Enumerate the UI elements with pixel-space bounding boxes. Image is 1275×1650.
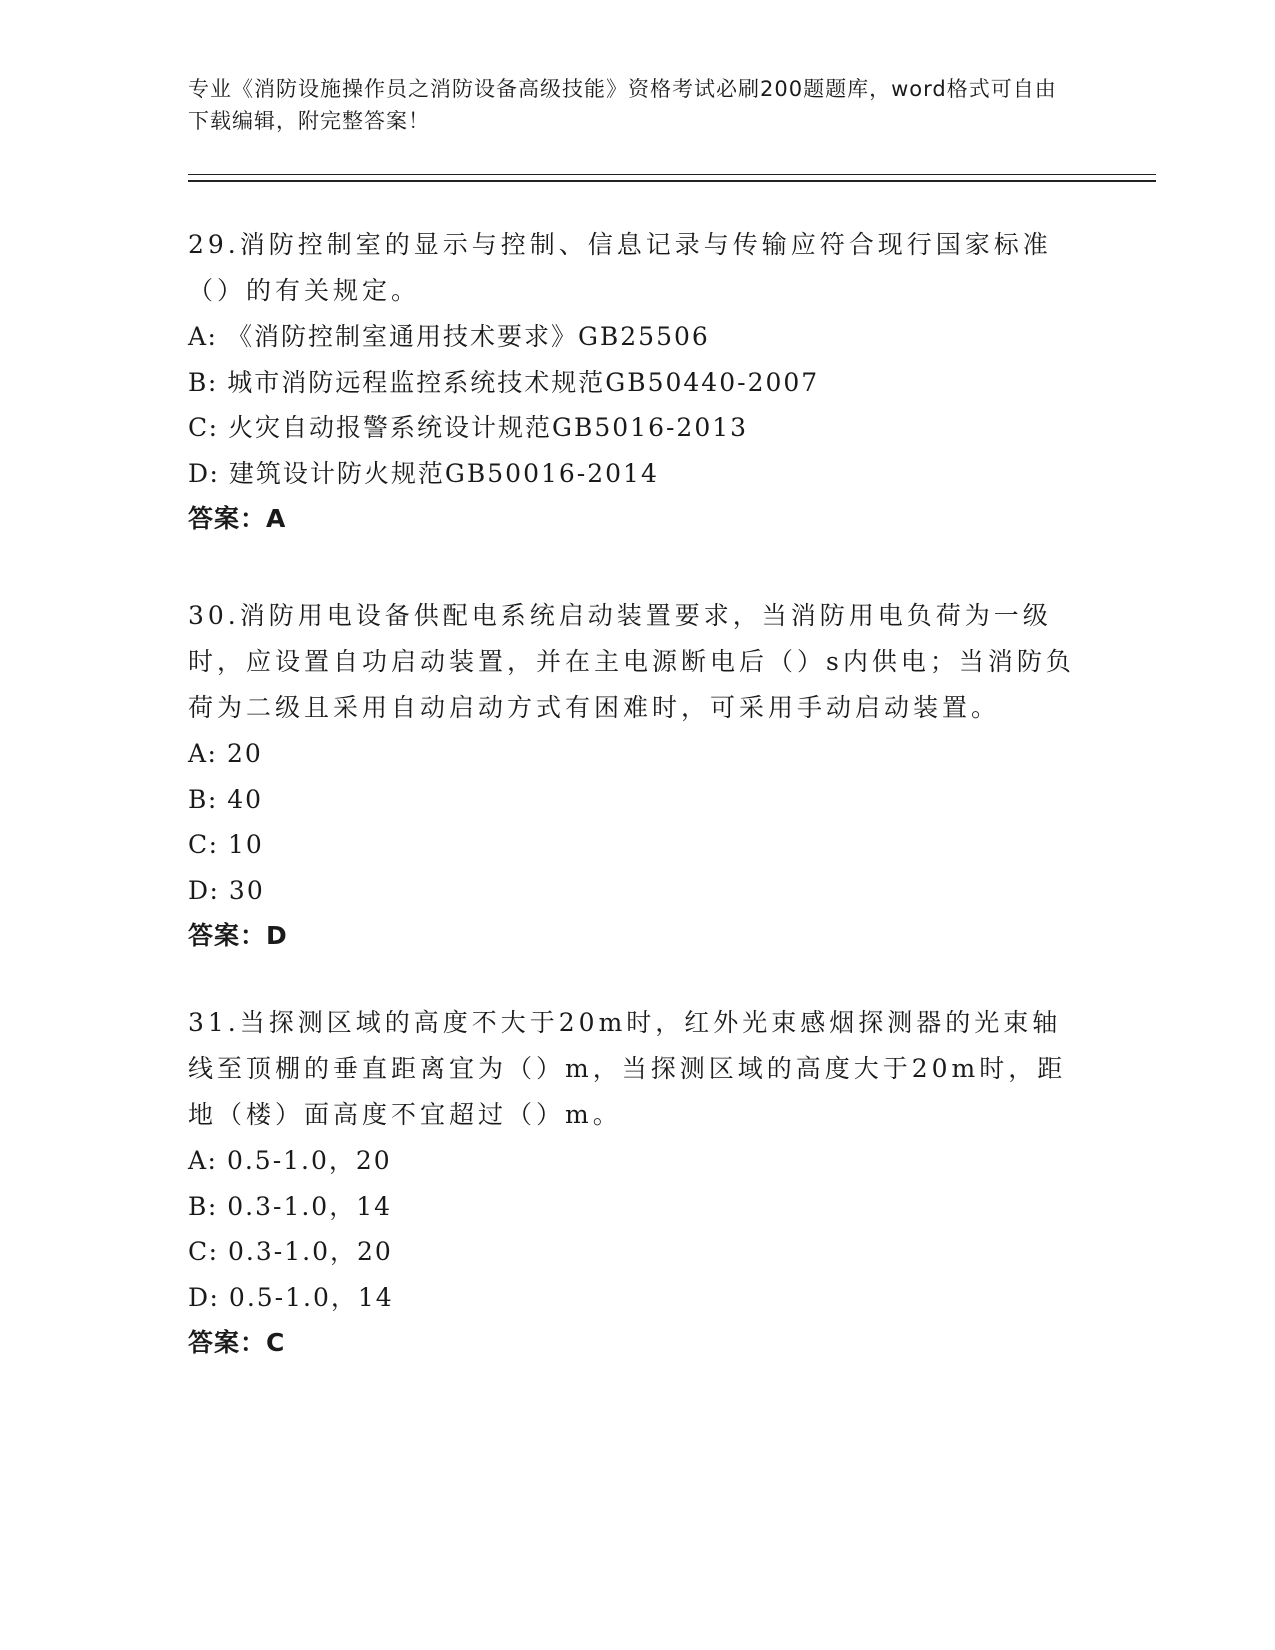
option-text: 火灾自动报警系统设计规范GB5016-2013 [228,413,749,442]
answer-value: D [266,921,288,950]
option-label: D: [188,1282,220,1312]
option-label: C: [188,1237,219,1266]
option-d [188,868,1088,914]
option-text: 10 [228,830,264,859]
answer-value: C [266,1328,286,1357]
option-b [188,1184,1088,1230]
question-stem: 29.消防控制室的显示与控制、信息记录与传输应符合现行国家标准（）的有关规定。 [188,230,1052,305]
option-text: 《消防控制室通用技术要求》GB25506 [226,322,710,351]
option-label: D: [188,875,220,905]
option-text: 0.5-1.0，14 [228,1282,394,1312]
option-label: A: [188,322,218,351]
answer-value: A [266,504,287,533]
answer-line [188,913,1088,959]
question-29 [188,222,1088,542]
header-divider-thick [188,180,1156,182]
question-stem: 30.消防用电设备供配电系统启动装置要求，当消防用电负荷为一级时，应设置自功启动装置，并在主电源断电后（）s内供电；当消防负荷为二级且采用自动启动方式有困难时，可采用手动启动装置。 [188,601,1075,722]
question-31 [188,1000,1088,1366]
option-c [188,405,1088,451]
option-label: A: [188,739,218,768]
option-b [188,777,1088,823]
option-label: B: [188,367,218,397]
header-divider [188,174,1156,175]
option-text: 建筑设计防火规范GB50016-2014 [228,458,659,488]
option-label: D: [188,458,220,488]
document-header: 专业《消防设施操作员之消防设备高级技能》资格考试必刷200题题库，word格式可自由下载编辑，附完整答案！ [188,77,1057,133]
option-d [188,1275,1088,1321]
option-text: 30 [228,875,265,905]
option-text: 0.3-1.0，14 [227,1191,393,1221]
answer-line [188,1320,1088,1366]
answer-label: 答案： [188,921,267,950]
option-text: 20 [226,739,263,768]
option-a [188,731,1088,777]
option-label: B: [188,784,218,814]
option-label: A: [188,1146,218,1175]
option-a [188,314,1088,360]
option-label: B: [188,1191,218,1221]
answer-label: 答案： [188,1328,267,1357]
answer-label: 答案： [188,504,267,533]
option-text: 40 [227,784,264,814]
option-label: C: [188,830,219,859]
option-c [188,822,1088,868]
option-label: C: [188,413,219,442]
option-d [188,451,1088,497]
option-text: 0.3-1.0，20 [228,1237,393,1266]
option-c [188,1229,1088,1275]
answer-line [188,496,1088,542]
option-text: 城市消防远程监控系统技术规范GB50440-2007 [227,367,820,397]
option-a [188,1138,1088,1184]
option-text: 0.5-1.0，20 [226,1146,392,1175]
question-stem: 31.当探测区域的高度不大于20m时，红外光束感烟探测器的光束轴线至顶棚的垂直距离宜为（）m，当探测区域的高度大于20m时，距地（楼）面高度不宜超过（）m。 [188,1008,1067,1129]
option-b [188,360,1088,406]
question-30 [188,593,1088,959]
